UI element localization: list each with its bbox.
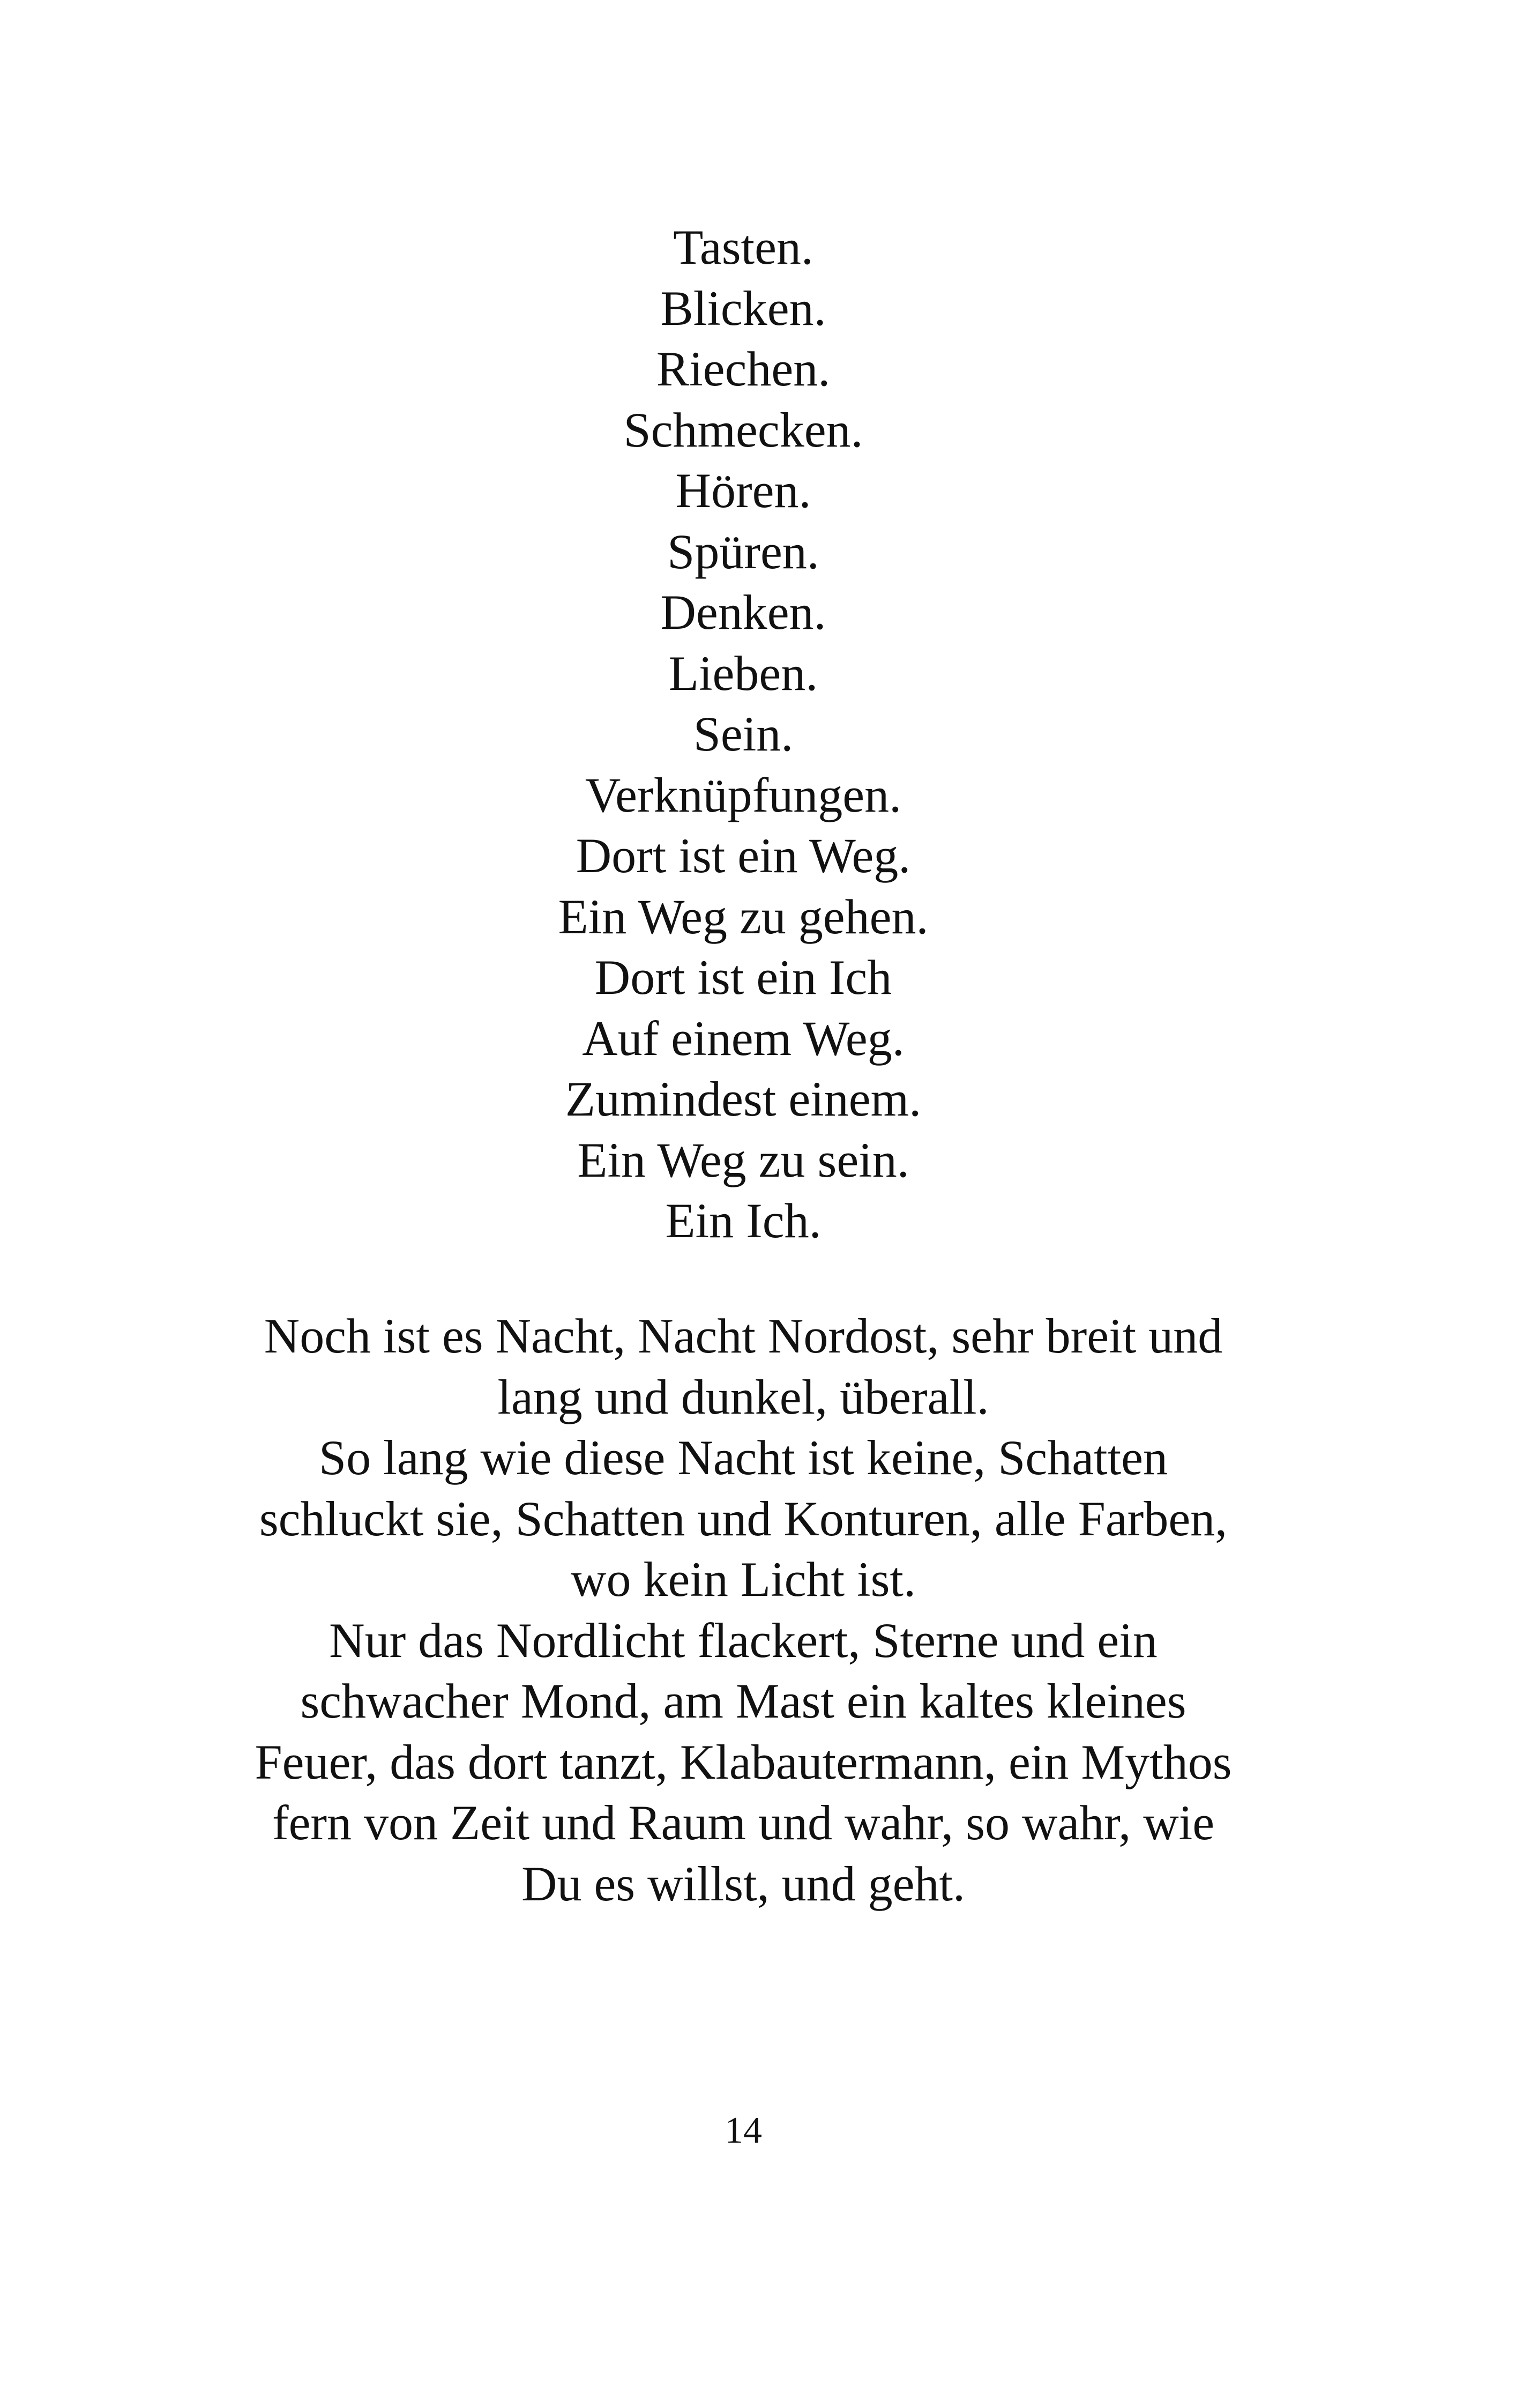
poem-line: Sein. [693, 707, 794, 761]
poem-line: Auf einem Weg. [582, 1010, 905, 1066]
poem-line: Ein Weg zu gehen. [558, 889, 929, 944]
prose-line: lang und dunkel, überall. [497, 1369, 989, 1424]
prose-line: wo kein Licht ist. [571, 1552, 916, 1607]
prose-line: Du es willst, und geht. [521, 1856, 965, 1911]
poem-line: Zumindest einem. [565, 1072, 922, 1126]
prose-line: So lang wie diese Nacht ist keine, Schatten [318, 1430, 1168, 1485]
poem-line: Denken. [660, 585, 826, 640]
poem-stanza [0, 217, 1487, 1252]
poem-line: Dort ist ein Ich [594, 950, 892, 1005]
prose-line: schwacher Mond, am Mast ein kaltes kleines [300, 1674, 1186, 1728]
prose-line: Feuer, das dort tanzt, Klabautermann, ein Mythos [255, 1734, 1232, 1789]
page-number: 14 [725, 2110, 762, 2151]
poem-line: Ein Weg zu sein. [577, 1132, 909, 1187]
poem-line: Schmecken. [623, 402, 863, 457]
poem-line: Tasten. [673, 220, 813, 274]
poem-line: Verknüpfungen. [585, 767, 902, 822]
prose-line: Noch ist es Nacht, Nacht Nordost, sehr breit und [264, 1309, 1223, 1363]
poem-line: Ein Ich. [665, 1193, 822, 1248]
poem-line: Dort ist ein Weg. [576, 828, 911, 883]
poem-line: Lieben. [668, 645, 818, 701]
poem-line: Spüren. [667, 524, 819, 579]
prose-line: Nur das Nordlicht flackert, Sterne und ein [329, 1612, 1158, 1668]
poem-line: Riechen. [656, 341, 831, 396]
prose-line: fern von Zeit und Raum und wahr, so wahr, wie [272, 1795, 1215, 1850]
poem-line: Hören. [675, 463, 811, 518]
prose-paragraph [0, 1306, 1487, 1914]
prose-line: schluckt sie, Schatten und Konturen, alle Farben, [259, 1491, 1228, 1546]
poem-line: Blicken. [660, 280, 826, 336]
